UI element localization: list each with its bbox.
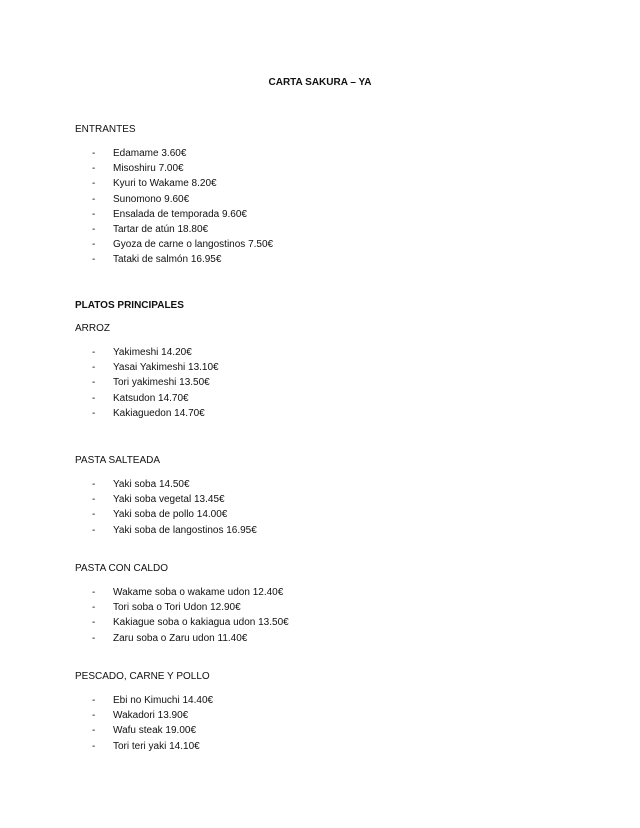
- bullet-dash: -: [92, 740, 96, 752]
- menu-item-text: Ensalada de temporada 9.60€: [113, 208, 247, 220]
- bullet-dash: -: [92, 407, 96, 419]
- subsection-heading-pasta-con-caldo: PASTA CON CALDO: [75, 563, 168, 574]
- bullet-dash: -: [92, 239, 96, 251]
- menu-item-text: Tori teri yaki 14.10€: [113, 740, 200, 752]
- subsection-pasta-salteada: [75, 454, 575, 468]
- menu-item-text: Tori soba o Tori Udon 12.90€: [113, 602, 241, 614]
- section-platos-principales: [75, 299, 575, 313]
- menu-item-text: Katsudon 14.70€: [113, 392, 189, 404]
- menu-item: [75, 585, 575, 600]
- menu-item: [75, 146, 575, 161]
- menu-item: [75, 507, 575, 522]
- menu-item-text: Zaru soba o Zaru udon 11.40€: [113, 632, 248, 644]
- section-heading-entrantes: ENTRANTES: [75, 124, 136, 135]
- subsection-pasta-con-caldo: [75, 562, 575, 576]
- menu-item: [75, 477, 575, 492]
- menu-item: [75, 360, 575, 375]
- item-list: [75, 585, 575, 646]
- menu-item-text: Wakadori 13.90€: [113, 710, 189, 722]
- bullet-dash: -: [92, 587, 96, 598]
- menu-item: [75, 237, 575, 252]
- document-title: CARTA SAKURA – YA: [268, 77, 372, 88]
- menu-item: [75, 252, 575, 267]
- menu-item-text: Wakame soba o wakame udon 12.40€: [113, 587, 284, 598]
- menu-item: [75, 523, 575, 538]
- item-list: [75, 146, 575, 268]
- bullet-dash: -: [92, 617, 96, 629]
- section-entrantes: [75, 123, 575, 137]
- bullet-dash: -: [92, 178, 96, 190]
- list-pasta-salteada: [75, 477, 575, 538]
- menu-item: [75, 708, 575, 723]
- menu-item: [75, 161, 575, 176]
- menu-item: [75, 615, 575, 630]
- menu-item-text: Yaki soba de pollo 14.00€: [113, 509, 228, 521]
- menu-item: [75, 391, 575, 406]
- subsection-heading-pasta-salteada: PASTA SALTEADA: [75, 455, 161, 466]
- bullet-dash: -: [92, 163, 96, 175]
- menu-item-text: Tori yakimeshi 13.50€: [113, 377, 210, 389]
- menu-item-text: Yakimeshi 14.20€: [113, 347, 192, 358]
- menu-item-text: Kakiaguedon 14.70€: [113, 407, 205, 419]
- menu-item: [75, 192, 575, 207]
- menu-item: [75, 176, 575, 191]
- menu-item: [75, 739, 575, 754]
- menu-item-text: Ebi no Kimuchi 14.40€: [113, 695, 214, 706]
- menu-item: [75, 600, 575, 615]
- menu-item-text: Yasai Yakimeshi 13.10€: [113, 362, 219, 374]
- list-pescado-carne-pollo: [75, 693, 575, 754]
- menu-item: [75, 375, 575, 390]
- menu-item-text: Yaki soba vegetal 13.45€: [113, 494, 225, 506]
- subsection-heading-arroz: ARROZ: [75, 323, 110, 334]
- list-entrantes: [75, 146, 575, 268]
- bullet-dash: -: [92, 193, 96, 205]
- bullet-dash: -: [92, 392, 96, 404]
- menu-item-text: Sunomono 9.60€: [113, 193, 190, 205]
- bullet-dash: -: [92, 725, 96, 737]
- bullet-dash: -: [92, 602, 96, 614]
- menu-item-text: Misoshiru 7.00€: [113, 163, 184, 175]
- bullet-dash: -: [92, 632, 96, 644]
- bullet-dash: -: [92, 208, 96, 220]
- menu-item: [75, 222, 575, 237]
- bullet-dash: -: [92, 377, 96, 389]
- bullet-dash: -: [92, 362, 96, 374]
- list-pasta-con-caldo: [75, 585, 575, 646]
- menu-item-text: Gyoza de carne o langostinos 7.50€: [113, 239, 274, 251]
- menu-item-text: Kakiague soba o kakiagua udon 13.50€: [113, 617, 289, 629]
- item-list: [75, 693, 575, 754]
- item-list: [75, 345, 575, 421]
- subsection-pescado-carne-pollo: [75, 670, 575, 684]
- bullet-dash: -: [92, 223, 96, 235]
- menu-item-text: Tartar de atún 18.80€: [113, 223, 209, 235]
- bullet-dash: -: [92, 347, 96, 358]
- subsection-heading-pescado-carne-pollo: PESCADO, CARNE Y POLLO: [75, 671, 210, 682]
- bullet-dash: -: [92, 524, 96, 536]
- menu-item: [75, 693, 575, 708]
- menu-item-text: Kyuri to Wakame 8.20€: [113, 178, 217, 190]
- menu-item: [75, 631, 575, 646]
- menu-item-text: Yaki soba de langostinos 16.95€: [113, 524, 257, 536]
- menu-item: [75, 723, 575, 738]
- bullet-dash: -: [92, 710, 96, 722]
- menu-item: [75, 207, 575, 222]
- bullet-dash: -: [92, 148, 96, 159]
- bullet-dash: -: [92, 254, 96, 266]
- menu-item-text: Wafu steak 19.00€: [113, 725, 197, 737]
- section-heading-platos-principales: PLATOS PRINCIPALES: [75, 300, 184, 311]
- item-list: [75, 477, 575, 538]
- bullet-dash: -: [92, 509, 96, 521]
- bullet-dash: -: [92, 479, 96, 490]
- subsection-arroz: [75, 322, 575, 336]
- menu-item-text: Tataki de salmón 16.95€: [113, 254, 222, 266]
- bullet-dash: -: [92, 494, 96, 506]
- menu-item-text: Edamame 3.60€: [113, 148, 187, 159]
- menu-item: [75, 492, 575, 507]
- list-arroz: [75, 345, 575, 421]
- menu-item-text: Yaki soba 14.50€: [113, 479, 190, 490]
- menu-item: [75, 406, 575, 421]
- menu-item: [75, 345, 575, 360]
- bullet-dash: -: [92, 695, 96, 706]
